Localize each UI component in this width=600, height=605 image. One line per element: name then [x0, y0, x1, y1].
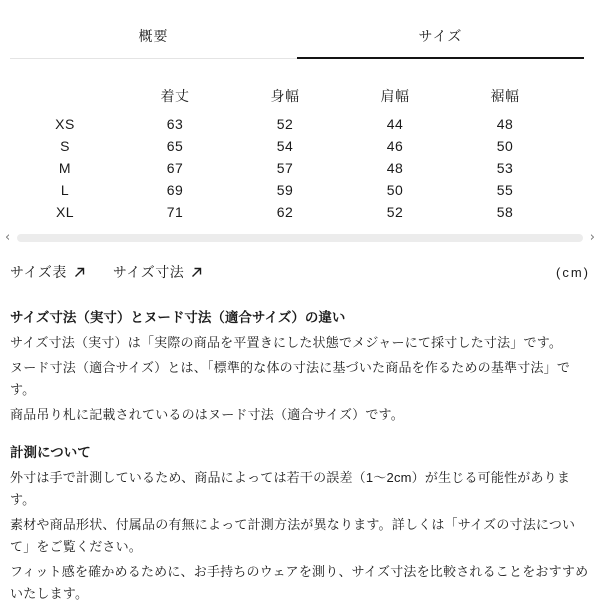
size-table	[10, 83, 590, 223]
section-paragraph: 外寸は手で計測しているため、商品によっては若干の誤差（1～2cm）が生じる可能性があります。	[10, 470, 571, 507]
size-panel	[0, 20, 600, 605]
value-cell: 71	[166, 204, 184, 220]
value-cell: 50	[386, 182, 404, 198]
table-row	[10, 157, 590, 179]
column-header-length: 着丈	[160, 88, 190, 104]
value-cell: 50	[496, 138, 514, 154]
column-header-body-width: 身幅	[270, 88, 300, 104]
value-cell: 65	[166, 138, 184, 154]
tab-bar	[10, 20, 584, 59]
value-cell: 59	[276, 182, 294, 198]
value-cell: 48	[496, 116, 514, 132]
section-paragraph: 素材や商品形状、付属品の有無によって計測方法が異なります。詳しくは「サイズの寸法について」をご覧ください。	[10, 517, 576, 554]
tab-overview-label: 概要	[138, 28, 169, 44]
table-row	[10, 179, 590, 201]
links-row	[10, 262, 590, 282]
external-link-icon	[191, 267, 202, 278]
value-cell: 53	[496, 160, 514, 176]
section-measurement-notes	[10, 442, 590, 605]
external-link-icon	[74, 267, 85, 278]
size-label-cell: XL	[55, 204, 75, 220]
size-label-cell: M	[58, 160, 72, 176]
column-header-shoulder-width: 肩幅	[380, 88, 410, 104]
section-paragraph: サイズ寸法（実寸）は「実際の商品を平置きにした状態でメジャーにて採寸した寸法」です。	[10, 335, 563, 350]
table-row	[10, 113, 590, 135]
tab-overview[interactable]	[10, 20, 297, 59]
value-cell: 57	[276, 160, 294, 176]
value-cell: 69	[166, 182, 184, 198]
value-cell: 46	[386, 138, 404, 154]
value-cell: 63	[166, 116, 184, 132]
size-label-cell: S	[60, 138, 70, 154]
value-cell: 44	[386, 116, 404, 132]
value-cell: 67	[166, 160, 184, 176]
value-cell: 54	[276, 138, 294, 154]
section-paragraph: ヌード寸法（適合サイズ）とは、「標準的な体の寸法に基づいた商品を作るための基準寸法」です。	[10, 360, 571, 397]
value-cell: 55	[496, 182, 514, 198]
size-measurements-link-label: サイズ寸法	[112, 264, 185, 280]
scroll-right-icon[interactable]: ›	[589, 230, 595, 245]
section-paragraph: 商品吊り札に記載されているのはヌード寸法（適合サイズ）です。	[10, 407, 404, 422]
size-label-cell: XS	[55, 116, 75, 132]
section-heading: サイズ寸法（実寸）とヌード寸法（適合サイズ）の違い	[10, 310, 346, 325]
table-row	[10, 135, 590, 157]
section-heading: 計測について	[10, 445, 91, 460]
unit-label: (cm)	[556, 264, 590, 280]
value-cell: 52	[386, 204, 404, 220]
tab-size-label: サイズ	[418, 28, 463, 44]
size-label-cell: L	[60, 182, 70, 198]
tab-size[interactable]	[297, 20, 584, 59]
value-cell: 62	[276, 204, 294, 220]
section-size-vs-nude	[10, 307, 590, 426]
section-paragraph: フィット感を確かめるために、お手持ちのウェアを測り、サイズ寸法を比較されることをおすすめいたします。	[10, 564, 589, 601]
size-measurements-link[interactable]	[113, 262, 202, 282]
scrollbar-track[interactable]	[17, 234, 583, 242]
table-row	[10, 201, 590, 223]
size-tab-content	[0, 83, 600, 605]
value-cell: 48	[386, 160, 404, 176]
value-cell: 58	[496, 204, 514, 220]
size-chart-link[interactable]	[10, 262, 85, 282]
column-header-hem-width: 裾幅	[490, 88, 520, 104]
horizontal-scrollbar	[5, 230, 595, 245]
size-chart-link-label: サイズ表	[10, 264, 67, 280]
table-header-row	[10, 83, 590, 109]
value-cell: 52	[276, 116, 294, 132]
scroll-left-icon[interactable]: ‹	[5, 230, 11, 245]
